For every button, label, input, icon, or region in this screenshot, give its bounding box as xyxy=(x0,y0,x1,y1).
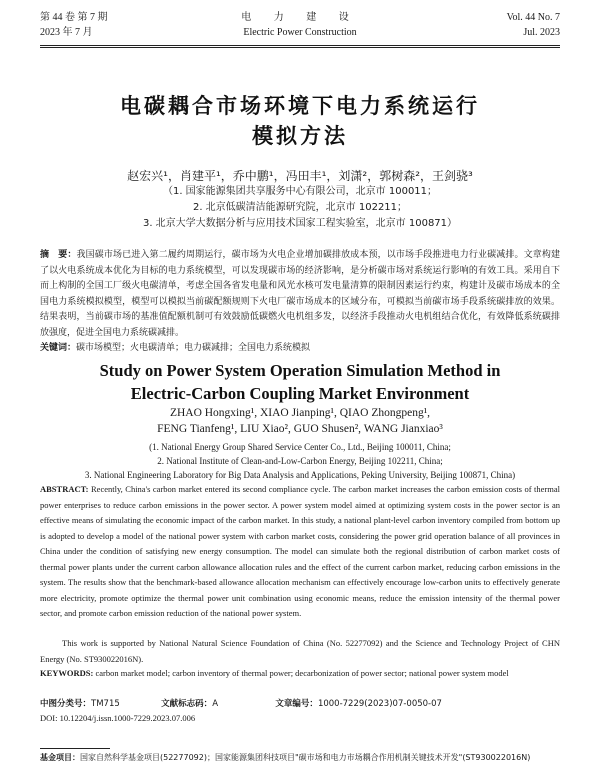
abstract-en-label: ABSTRACT: xyxy=(40,484,89,494)
affiliation-cn-3: 3. 北京大学大数据分析与应用技术国家工程实验室，北京市 100871） xyxy=(142,218,458,229)
classification-line xyxy=(40,697,442,711)
doc-code: A xyxy=(212,699,219,709)
keywords-en-block xyxy=(40,666,560,682)
running-header xyxy=(40,10,560,44)
abstract-cn-text: 我国碳市场已进入第二履约周期运行，碳市场为火电企业增加碳排放成本预，以市场手段推进电力行业碳减排。文章构建了以火电系统成本优化为目标的电力系统模型，可以发现碳市场的经济影响，是分析碳市场对系统运行影响的有效工具。采用自下而上构制的全国工厂级火电碳清单，考虑全国各省发电量和风光水核可发电量清算的限制因素运行约束，构建计及碳市场成本的全国电力系统模拟模型，模型可以模拟当前碳配额规则下火电厂碳市场成本的区域分布，可模拟当前碳市场手段系统碳排放的效果。结果表明，当前碳市场的基准值配额机制可有效鼓励低碳燃火电机组多发，以经济手段推动火电机组结合优化，有效降低系统碳排放强度，促进全国电力系统碳减排。 xyxy=(40,250,560,338)
abstract-en-text: Recently, China's carbon market entered its second compliance cycle. The carbon market increases the carbon emission costs of thermal power enterprises to reduce carbon emissions in the power sector. A power system model aimed at optimizing system costs in the power sector is an effective means of simulating the economic impact of the carbon market. In this study, a national plant-level carbon inventory compiled from bottom up is adopted to develop a model of the national power system with carbon market costs, considering the power grid operation balance of all provinces in China under the condition of satisfying new energy consumption. The model can simulate both the regional distribution of carbon market costs of thermal power plants under the current carbon allowance allocation rules and the effect of the current carbon market, reducing carbon emissions in the system. The results show that the benchmark-based allowance allocation mechanism can effectively encourage low-carbon units to effectively generate more electricity, promote optimize the thermal power unit combination using economic means, reduce the emission intensity of the thermal power sector, and promote carbon emission reduction of the national power system. xyxy=(40,484,560,618)
header-rule-second xyxy=(40,47,560,48)
keywords-en-label: KEYWORDS: xyxy=(40,668,94,678)
keywords-cn: 碳市场模型；火电碳清单；电力碳减排；全国电力系统模拟 xyxy=(76,343,311,353)
abstract-cn xyxy=(40,248,560,357)
article-no-label: 文章编号： xyxy=(275,699,318,709)
footnote-label: 基金项目： xyxy=(40,753,80,762)
date-en: Jul. 2023 xyxy=(523,27,560,38)
footnote-rule xyxy=(40,748,110,749)
clc-label: 中图分类号： xyxy=(40,699,92,709)
affiliation-cn-1: （1. 国家能源集团共享服务中心有限公司，北京市 100011； xyxy=(162,186,438,197)
abstract-cn-label: 摘 要： xyxy=(40,250,77,260)
doc-code-label: 文献标志码： xyxy=(161,699,213,709)
header-right xyxy=(507,10,560,40)
keywords-cn-label: 关键词： xyxy=(40,343,77,353)
authors-en-line1: ZHAO Hongxing¹, XIAO Jianping¹, QIAO Zhongpeng¹, xyxy=(169,407,431,419)
affiliation-cn-2: 2. 北京低碳清洁能源研究院，北京市 102211； xyxy=(192,202,408,213)
title-en-line1: Study on Power System Operation Simulation Method in xyxy=(99,361,501,380)
header-rule xyxy=(40,45,560,46)
volume-en: Vol. 44 No. 7 xyxy=(506,12,560,23)
keywords-en: carbon market model; carbon inventory of thermal power; decarbonization of power sector; national power system model xyxy=(95,668,509,678)
date-cn: 2023 年 7 月 xyxy=(40,27,93,38)
authors-en-line2: FENG Tianfeng¹, LIU Xiao², GUO Shusen², WANG Jianxiao³ xyxy=(157,423,443,435)
authors-cn: 赵宏兴¹，肖建平¹，乔中鹏¹，冯田丰¹，刘潇²，郭树森²，王剑骁³ xyxy=(127,169,473,183)
title-cn-line1: 电碳耦合市场环境下电力系统运行 xyxy=(120,94,480,118)
affiliation-en-2: 2. National Institute of Clean-and-Low-Carbon Energy, Beijing 102211, China; xyxy=(157,456,443,466)
journal-name-en: Electric Power Construction xyxy=(243,27,357,38)
header-center xyxy=(40,10,560,40)
footnote xyxy=(40,752,560,764)
volume-cn: 第 44 卷 第 7 期 xyxy=(40,12,108,23)
affiliation-en-3: 3. National Engineering Laboratory for Big Data Analysis and Applications, Peking University, Beijing 100871, China) xyxy=(84,470,516,480)
funding-note-en: This work is supported by National Natural Science Foundation of China (No. 52277092) and the Science and Technology Project of CHN Energy (No. ST930022016N). xyxy=(40,638,560,664)
doi: DOI: 10.12204/j.issn.1000-7229.2023.07.006 xyxy=(40,713,196,723)
article-no: 1000-7229(2023)07-0050-07 xyxy=(317,699,442,709)
journal-name-cn: 电 力 建 设 xyxy=(241,12,359,23)
affiliation-en-1: (1. National Energy Group Shared Service Center Co., Ltd., Beijing 100011, China; xyxy=(149,442,451,452)
abstract-en xyxy=(40,482,560,622)
title-cn-line2: 模拟方法 xyxy=(252,124,348,148)
footnote-text: 国家自然科学基金项目(52277092)；国家能源集团科技项目"碳市场和电力市场耦合作用机制关键技术开发"(ST930022016N) xyxy=(80,753,531,762)
clc-code: TM715 xyxy=(91,699,120,709)
title-en-line2: Electric-Carbon Coupling Market Environment xyxy=(130,384,470,403)
